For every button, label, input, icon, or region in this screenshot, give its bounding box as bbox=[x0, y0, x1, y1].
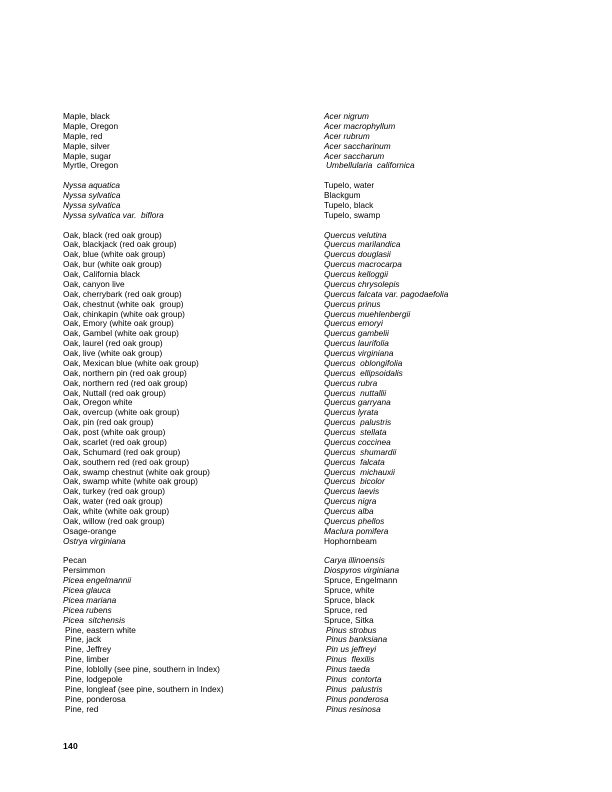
index-entry-common: Oak, southern red (red oak group) bbox=[63, 456, 190, 467]
index-entry-common: Oak, pin (red oak group) bbox=[63, 417, 154, 428]
index-entry-common: Pine, red bbox=[65, 703, 99, 714]
index-entry-common: Ostrya virginiana bbox=[63, 535, 126, 546]
index-entry-scientific: Tupelo, water bbox=[324, 180, 375, 191]
index-entry-common: Maple, Oregon bbox=[63, 120, 119, 131]
index-entry-scientific: Quercus nigra bbox=[324, 496, 377, 507]
index-entry-common: Maple, silver bbox=[63, 140, 110, 151]
index-entry-common: Pine, Jeffrey bbox=[65, 644, 112, 655]
index-entry-common: Nyssa sylvatica bbox=[63, 199, 121, 210]
index-entry-scientific: Pinus strobus bbox=[326, 624, 377, 635]
index-entry-scientific: Quercus gambelii bbox=[324, 328, 389, 339]
section-gap bbox=[63, 547, 313, 557]
index-entry-common: Oak, laurel (red oak group) bbox=[63, 338, 163, 349]
index-entry-common: Picea engelmannii bbox=[63, 575, 132, 586]
index-entry-scientific: Acer macrophyllum bbox=[324, 120, 396, 131]
index-entry-scientific: Diospyros virginiana bbox=[324, 565, 400, 576]
index-entry-scientific: Spruce, red bbox=[324, 604, 368, 615]
index-entry-common: Nyssa sylvatica var. biflora bbox=[63, 209, 164, 220]
index-entry-scientific: Umbellularia californica bbox=[326, 160, 415, 171]
index-entry-scientific: Spruce, white bbox=[324, 585, 375, 595]
index-entry-scientific: Quercus velutina bbox=[324, 229, 387, 240]
index-entry-common: Oak, cherrybark (red oak group) bbox=[63, 288, 182, 299]
index-entry-scientific: Spruce, black bbox=[324, 594, 375, 605]
index-entry-common: Picea sitchensis bbox=[63, 614, 126, 625]
index-entry-common: Osage-orange bbox=[63, 525, 117, 536]
index-entry-scientific: Quercus kelloggii bbox=[324, 269, 388, 279]
index-entry-scientific: Acer saccharinum bbox=[324, 140, 391, 151]
index-entry-scientific: Acer saccharum bbox=[324, 150, 385, 161]
index-entry-common: Picea glauca bbox=[63, 585, 111, 595]
index-entry-scientific: Quercus phellos bbox=[324, 515, 385, 526]
index-entry-common: Oak, white (white oak group) bbox=[63, 506, 170, 516]
index-entry-common: Oak, bur (white oak group) bbox=[63, 259, 162, 270]
index-entry-common: Pine, ponderosa bbox=[65, 693, 126, 704]
index-entry-common: Pine, loblolly (see pine, southern in Index) bbox=[65, 664, 220, 674]
index-entry-scientific: Pinus contorta bbox=[326, 673, 382, 684]
index-entry-scientific: Acer nigrum bbox=[324, 111, 369, 121]
index-entry-common: Nyssa aquatica bbox=[63, 180, 121, 191]
index-entry-common: Oak, water (red oak group) bbox=[63, 496, 163, 507]
index-entry-scientific: Quercus rubra bbox=[324, 377, 378, 388]
index-entry-common: Oak, northern pin (red oak group) bbox=[63, 367, 187, 378]
index-entry-common: Picea mariana bbox=[63, 594, 117, 605]
index-entry-scientific: Blackgum bbox=[324, 190, 361, 200]
index-entry-common: Maple, sugar bbox=[63, 150, 112, 161]
index-entry-common: Oak, black (red oak group) bbox=[63, 229, 162, 240]
index-entry-common: Maple, black bbox=[63, 111, 110, 121]
index-entry-scientific: Quercus macrocarpa bbox=[324, 259, 402, 270]
index-entry-scientific: Pin us jeffreyi bbox=[326, 644, 377, 655]
index-entry-common: Oak, Mexican blue (white oak group) bbox=[63, 357, 199, 368]
common-name-column bbox=[63, 112, 313, 714]
index-entry-common: Oak, turkey (red oak group) bbox=[63, 486, 165, 497]
index-entry-common: Picea rubens bbox=[63, 604, 112, 615]
index-entry-common: Oak, northern red (red oak group) bbox=[63, 377, 188, 388]
index-entry-common: Oak, Emory (white oak group) bbox=[63, 318, 174, 329]
index-entry-scientific: Quercus falcata var. pagodaefolia bbox=[324, 288, 449, 299]
index-entry-common: Maple, red bbox=[63, 130, 103, 141]
index-entry-common: Oak, blue (white oak group) bbox=[63, 249, 166, 260]
index-entry-scientific: Quercus coccinea bbox=[324, 436, 391, 447]
index-entry-scientific: Quercus marilandica bbox=[324, 239, 401, 250]
index-entry-common: Pecan bbox=[63, 555, 87, 566]
index-entry-scientific: Pinus flexilis bbox=[326, 654, 375, 665]
index-entry-common: Pine, jack bbox=[65, 634, 102, 645]
index-entry-common: Oak, chinkapin (white oak group) bbox=[63, 308, 185, 319]
index-entry-scientific: Tupelo, swamp bbox=[324, 209, 381, 220]
index-entry-scientific: Quercus alba bbox=[324, 506, 374, 516]
index-entry-scientific: Pinus taeda bbox=[326, 664, 371, 674]
index-entry-scientific: Carya illinoensis bbox=[324, 555, 385, 566]
index-entry-scientific: Maclura pomifera bbox=[324, 525, 389, 536]
index-entry-common: Pine, longleaf (see pine, southern in Index) bbox=[65, 683, 224, 694]
index-entry-scientific: Quercus michauxii bbox=[324, 466, 395, 477]
index-entry-scientific: Spruce, Engelmann bbox=[324, 575, 398, 586]
index-entry-common: Pine, eastern white bbox=[65, 624, 136, 635]
index-entry-common: Pine, lodgepole bbox=[65, 673, 123, 684]
index-entry-common: Oak, swamp white (white oak group) bbox=[63, 476, 198, 487]
index-entry-common: Oak, canyon live bbox=[63, 278, 125, 289]
index-entry-scientific: Pinus palustris bbox=[326, 683, 383, 694]
index-entry-scientific: Pinus resinosa bbox=[326, 703, 381, 714]
index-entry-scientific: Quercus ellipsoidalis bbox=[324, 367, 403, 378]
index-entry-common: Oak, overcup (white oak group) bbox=[63, 407, 180, 418]
index-entry-common: Oak, blackjack (red oak group) bbox=[63, 239, 177, 250]
index-entry-common: Pine, limber bbox=[65, 654, 110, 665]
index-entry-scientific: Quercus bicolor bbox=[324, 476, 385, 487]
index-entry-common: Oak, chestnut (white oak group) bbox=[63, 298, 184, 309]
index-entry-common: Oak, Oregon white bbox=[63, 397, 133, 408]
index-entry-scientific: Acer rubrum bbox=[324, 130, 370, 141]
index-entry-scientific: Pinus ponderosa bbox=[326, 693, 389, 704]
index-entry-scientific: Quercus virginiana bbox=[324, 348, 394, 358]
index-entry-common: Oak, scarlet (red oak group) bbox=[63, 436, 167, 447]
index-entry-common: Oak, willow (red oak group) bbox=[63, 515, 165, 526]
index-entry-scientific: Quercus stellata bbox=[324, 427, 387, 437]
index-entry-scientific: Quercus laurifolia bbox=[324, 338, 389, 349]
index-entry-scientific: Quercus palustris bbox=[324, 417, 392, 428]
page-number: 140 bbox=[63, 741, 78, 751]
index-entry-scientific: Quercus douglasii bbox=[324, 249, 391, 260]
index-entry-common: Oak, Schumard (red oak group) bbox=[63, 446, 181, 457]
index-entry-scientific: Hophornbeam bbox=[324, 535, 377, 546]
index-entry-scientific: Quercus shumardii bbox=[324, 446, 397, 457]
index-entry-common: Persimmon bbox=[63, 565, 106, 576]
index-entry-scientific: Quercus prinus bbox=[324, 298, 381, 309]
index-entry-scientific: Pinus banksiana bbox=[326, 634, 388, 645]
index-entry-scientific: Quercus lyrata bbox=[324, 407, 379, 418]
scientific-name-column bbox=[324, 112, 599, 714]
index-entry-scientific: Quercus emoryi bbox=[324, 318, 383, 329]
index-entry-scientific: Quercus falcata bbox=[324, 456, 385, 467]
index-entry-scientific: Quercus laevis bbox=[324, 486, 380, 497]
index-entry-common: Oak, swamp chestnut (white oak group) bbox=[63, 466, 210, 477]
index-entry-common: Oak, California black bbox=[63, 269, 140, 279]
index-entry-common: Oak, Nuttall (red oak group) bbox=[63, 387, 166, 398]
index-entry-common: Nyssa sylvatica bbox=[63, 190, 121, 200]
index-entry-scientific: Quercus muehlenbergii bbox=[324, 308, 411, 319]
index-entry-common: Myrtle, Oregon bbox=[63, 160, 119, 171]
index-entry-common: Oak, live (white oak group) bbox=[63, 348, 163, 358]
index-entry-scientific: Tupelo, black bbox=[324, 199, 374, 210]
index-entry-scientific: Spruce, Sitka bbox=[324, 614, 374, 625]
index-entry-scientific: Quercus nuttallii bbox=[324, 387, 387, 398]
index-entry-common: Oak, Gambel (white oak group) bbox=[63, 328, 179, 339]
index-entry-scientific: Quercus chrysolepis bbox=[324, 278, 400, 289]
index-entry-common: Oak, post (white oak group) bbox=[63, 427, 166, 437]
index-entry-scientific: Quercus oblongifolia bbox=[324, 357, 403, 368]
index-entry-scientific: Quercus garryana bbox=[324, 397, 391, 408]
